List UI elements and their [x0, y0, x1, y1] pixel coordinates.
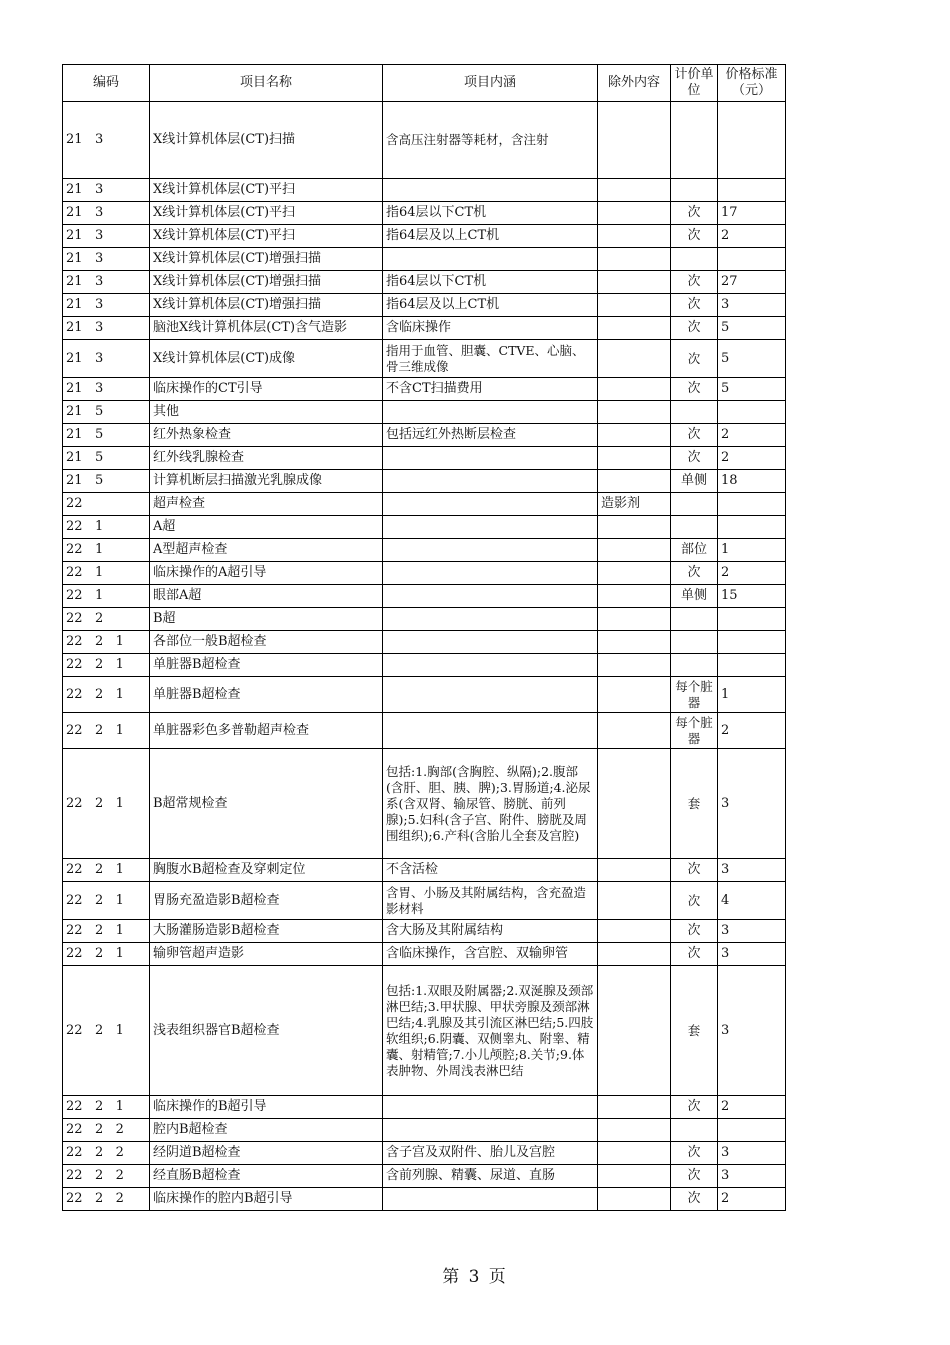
table-row	[63, 493, 786, 516]
cell-excluded	[598, 631, 671, 654]
cell-content	[383, 654, 598, 677]
cell-content: 不含CT扫描费用	[383, 378, 598, 401]
cell-price	[718, 631, 786, 654]
table-row	[63, 1142, 786, 1165]
table-row	[63, 713, 786, 749]
header-row	[63, 65, 786, 102]
cell-excluded	[598, 966, 671, 1096]
cell-name: 各部位一般B超检查	[150, 631, 383, 654]
cell-price: 17	[718, 202, 786, 225]
cell-code: 22 1	[63, 516, 150, 539]
cell-excluded	[598, 271, 671, 294]
cell-unit	[671, 654, 718, 677]
cell-code: 22 2 1	[63, 713, 150, 749]
cell-excluded	[598, 401, 671, 424]
cell-excluded	[598, 1142, 671, 1165]
cell-excluded	[598, 447, 671, 470]
cell-excluded	[598, 1188, 671, 1211]
table-row	[63, 882, 786, 920]
cell-unit	[671, 608, 718, 631]
cell-price: 15	[718, 585, 786, 608]
cell-excluded	[598, 882, 671, 920]
cell-excluded: 造影剂	[598, 493, 671, 516]
cell-content: 包括:1.双眼及附属器;2.双涎腺及颈部淋巴结;3.甲状腺、甲状旁腺及颈部淋巴结;4.乳腺及其引流区淋巴结;5.四肢软组织;6.阴囊、双侧睾丸、附睾、精囊、射精管;7.小儿颅腔;8.关节;9.体表肿物、外周浅表淋巴结	[383, 966, 598, 1096]
cell-code: 21 3	[63, 271, 150, 294]
table-row	[63, 294, 786, 317]
cell-content	[383, 516, 598, 539]
cell-name: X线计算机体层(CT)增强扫描	[150, 248, 383, 271]
table-row	[63, 585, 786, 608]
cell-price: 3	[718, 1165, 786, 1188]
cell-content: 包括远红外热断层检查	[383, 424, 598, 447]
cell-name: X线计算机体层(CT)增强扫描	[150, 271, 383, 294]
cell-name: X线计算机体层(CT)平扫	[150, 225, 383, 248]
cell-excluded	[598, 340, 671, 378]
cell-price: 1	[718, 677, 786, 713]
cell-code: 22 2 1	[63, 654, 150, 677]
cell-price: 3	[718, 294, 786, 317]
cell-code: 21 5	[63, 447, 150, 470]
cell-content	[383, 539, 598, 562]
table-row	[63, 749, 786, 859]
cell-content	[383, 447, 598, 470]
fee-table	[62, 64, 786, 1211]
cell-code: 22 2	[63, 608, 150, 631]
cell-content	[383, 401, 598, 424]
cell-name: X线计算机体层(CT)增强扫描	[150, 294, 383, 317]
cell-price	[718, 248, 786, 271]
cell-excluded	[598, 225, 671, 248]
cell-price: 3	[718, 859, 786, 882]
cell-excluded	[598, 424, 671, 447]
cell-code: 22 2 2	[63, 1188, 150, 1211]
cell-code: 21 3	[63, 102, 150, 179]
cell-price: 4	[718, 882, 786, 920]
cell-excluded	[598, 294, 671, 317]
cell-name: 胃肠充盈造影B超检查	[150, 882, 383, 920]
header-content: 项目内涵	[383, 65, 598, 102]
table-row	[63, 225, 786, 248]
cell-excluded	[598, 859, 671, 882]
cell-content: 含高压注射器等耗材，含注射	[383, 102, 598, 179]
cell-content	[383, 608, 598, 631]
cell-unit: 次	[671, 859, 718, 882]
table-row	[63, 401, 786, 424]
cell-price: 2	[718, 1188, 786, 1211]
cell-unit: 次	[671, 1142, 718, 1165]
cell-content	[383, 179, 598, 202]
cell-excluded	[598, 1096, 671, 1119]
cell-name: X线计算机体层(CT)平扫	[150, 202, 383, 225]
cell-unit: 次	[671, 920, 718, 943]
cell-content: 包括:1.胸部(含胸腔、纵隔);2.腹部(含肝、胆、胰、脾);3.胃肠道;4.泌尿系(含双肾、输尿管、膀胱、前列腺);5.妇科(含子宫、附件、膀胱及周围组织);6.产科(含胎儿全套及宫腔)	[383, 749, 598, 859]
table-row	[63, 943, 786, 966]
cell-code: 22 1	[63, 539, 150, 562]
cell-name: 红外热象检查	[150, 424, 383, 447]
table-row	[63, 202, 786, 225]
cell-unit: 次	[671, 1188, 718, 1211]
cell-excluded	[598, 102, 671, 179]
cell-price: 2	[718, 1096, 786, 1119]
cell-content: 含临床操作	[383, 317, 598, 340]
table-row	[63, 859, 786, 882]
cell-code: 22 2 1	[63, 943, 150, 966]
cell-name: 临床操作的腔内B超引导	[150, 1188, 383, 1211]
cell-price: 2	[718, 424, 786, 447]
cell-name: B超常规检查	[150, 749, 383, 859]
cell-price: 3	[718, 943, 786, 966]
cell-content	[383, 1119, 598, 1142]
cell-name: 临床操作的A超引导	[150, 562, 383, 585]
table-row	[63, 631, 786, 654]
cell-excluded	[598, 1165, 671, 1188]
cell-unit: 次	[671, 294, 718, 317]
cell-code: 21 3	[63, 294, 150, 317]
cell-price	[718, 516, 786, 539]
cell-content	[383, 631, 598, 654]
table-row	[63, 539, 786, 562]
cell-price	[718, 608, 786, 631]
cell-price: 2	[718, 713, 786, 749]
cell-content: 含前列腺、精囊、尿道、直肠	[383, 1165, 598, 1188]
cell-excluded	[598, 179, 671, 202]
cell-content: 指64层以下CT机	[383, 271, 598, 294]
table-row	[63, 271, 786, 294]
cell-excluded	[598, 749, 671, 859]
cell-unit: 次	[671, 340, 718, 378]
cell-name: 红外线乳腺检查	[150, 447, 383, 470]
cell-code: 22 1	[63, 585, 150, 608]
table-row	[63, 654, 786, 677]
table-row	[63, 1165, 786, 1188]
table-row	[63, 1119, 786, 1142]
cell-name: 脑池X线计算机体层(CT)含气造影	[150, 317, 383, 340]
cell-unit	[671, 102, 718, 179]
table-row	[63, 677, 786, 713]
cell-name: 单脏器B超检查	[150, 654, 383, 677]
cell-unit: 套	[671, 749, 718, 859]
cell-code: 21 3	[63, 202, 150, 225]
cell-code: 22 2 1	[63, 1096, 150, 1119]
cell-unit: 次	[671, 271, 718, 294]
cell-excluded	[598, 202, 671, 225]
cell-price	[718, 102, 786, 179]
cell-content	[383, 1096, 598, 1119]
cell-name: 单脏器B超检查	[150, 677, 383, 713]
cell-name: X线计算机体层(CT)平扫	[150, 179, 383, 202]
cell-code: 22 2 2	[63, 1119, 150, 1142]
cell-content	[383, 248, 598, 271]
table-row	[63, 966, 786, 1096]
cell-unit	[671, 179, 718, 202]
cell-price: 3	[718, 920, 786, 943]
cell-unit: 次	[671, 562, 718, 585]
cell-content	[383, 493, 598, 516]
cell-price: 2	[718, 225, 786, 248]
table-row	[63, 608, 786, 631]
cell-unit	[671, 1119, 718, 1142]
cell-content	[383, 1188, 598, 1211]
cell-content: 含子宫及双附件、胎儿及宫腔	[383, 1142, 598, 1165]
cell-unit: 次	[671, 202, 718, 225]
table-row	[63, 1188, 786, 1211]
table-row	[63, 516, 786, 539]
table-row	[63, 424, 786, 447]
table-row	[63, 248, 786, 271]
cell-excluded	[598, 516, 671, 539]
cell-excluded	[598, 539, 671, 562]
cell-name: X线计算机体层(CT)成像	[150, 340, 383, 378]
cell-unit: 套	[671, 966, 718, 1096]
cell-unit: 次	[671, 378, 718, 401]
cell-name: 临床操作的CT引导	[150, 378, 383, 401]
cell-unit: 次	[671, 943, 718, 966]
cell-excluded	[598, 608, 671, 631]
cell-code: 21 3	[63, 378, 150, 401]
table-row	[63, 179, 786, 202]
cell-unit: 部位	[671, 539, 718, 562]
cell-price: 2	[718, 562, 786, 585]
cell-name: 眼部A超	[150, 585, 383, 608]
cell-excluded	[598, 562, 671, 585]
cell-name: 输卵管超声造影	[150, 943, 383, 966]
cell-code: 21 5	[63, 424, 150, 447]
cell-price: 5	[718, 317, 786, 340]
cell-code: 22 2 1	[63, 966, 150, 1096]
cell-name: 胸腹水B超检查及穿刺定位	[150, 859, 383, 882]
cell-unit: 次	[671, 317, 718, 340]
cell-unit	[671, 401, 718, 424]
cell-content: 不含活检	[383, 859, 598, 882]
cell-name: B超	[150, 608, 383, 631]
cell-content	[383, 562, 598, 585]
table-row	[63, 340, 786, 378]
cell-code: 22 2 2	[63, 1142, 150, 1165]
cell-excluded	[598, 248, 671, 271]
cell-price	[718, 1119, 786, 1142]
cell-content	[383, 585, 598, 608]
cell-unit: 次	[671, 447, 718, 470]
cell-code: 21 3	[63, 340, 150, 378]
cell-unit: 次	[671, 882, 718, 920]
cell-code: 22 2 1	[63, 677, 150, 713]
cell-price: 1	[718, 539, 786, 562]
cell-price: 2	[718, 447, 786, 470]
table-row	[63, 102, 786, 179]
table-row	[63, 470, 786, 493]
table-row	[63, 920, 786, 943]
cell-content: 含胃、小肠及其附属结构，含充盈造影材料	[383, 882, 598, 920]
cell-code: 22 2 1	[63, 920, 150, 943]
cell-code: 22 2 1	[63, 859, 150, 882]
cell-name: 其他	[150, 401, 383, 424]
cell-unit: 单侧	[671, 585, 718, 608]
cell-name: A超	[150, 516, 383, 539]
cell-code: 21 3	[63, 248, 150, 271]
cell-name: 大肠灌肠造影B超检查	[150, 920, 383, 943]
cell-excluded	[598, 378, 671, 401]
header-excluded: 除外内容	[598, 65, 671, 102]
header-name: 项目名称	[150, 65, 383, 102]
cell-name: 浅表组织器官B超检查	[150, 966, 383, 1096]
cell-excluded	[598, 585, 671, 608]
table-row	[63, 317, 786, 340]
table-row	[63, 447, 786, 470]
cell-content: 指64层以下CT机	[383, 202, 598, 225]
cell-name: 经阴道B超检查	[150, 1142, 383, 1165]
table-row	[63, 1096, 786, 1119]
cell-price	[718, 493, 786, 516]
cell-code: 22 1	[63, 562, 150, 585]
cell-name: A型超声检查	[150, 539, 383, 562]
cell-content: 指用于血管、胆囊、CTVE、心脑、骨三维成像	[383, 340, 598, 378]
cell-code: 21 3	[63, 179, 150, 202]
cell-name: X线计算机体层(CT)扫描	[150, 102, 383, 179]
cell-price	[718, 654, 786, 677]
cell-excluded	[598, 654, 671, 677]
cell-unit: 每个脏器	[671, 713, 718, 749]
cell-content: 指64层及以上CT机	[383, 294, 598, 317]
cell-code: 21 5	[63, 401, 150, 424]
cell-unit	[671, 631, 718, 654]
cell-code: 22 2 1	[63, 749, 150, 859]
cell-excluded	[598, 677, 671, 713]
cell-price: 3	[718, 966, 786, 1096]
cell-excluded	[598, 317, 671, 340]
cell-name: 临床操作的B超引导	[150, 1096, 383, 1119]
cell-name: 腔内B超检查	[150, 1119, 383, 1142]
cell-excluded	[598, 713, 671, 749]
cell-content: 指64层及以上CT机	[383, 225, 598, 248]
cell-unit	[671, 516, 718, 539]
cell-price: 5	[718, 340, 786, 378]
cell-content: 含临床操作，含宫腔、双输卵管	[383, 943, 598, 966]
cell-content	[383, 470, 598, 493]
cell-content	[383, 677, 598, 713]
cell-code: 22 2 1	[63, 631, 150, 654]
cell-content: 含大肠及其附属结构	[383, 920, 598, 943]
cell-code: 22 2 2	[63, 1165, 150, 1188]
cell-excluded	[598, 470, 671, 493]
cell-name: 超声检查	[150, 493, 383, 516]
cell-unit	[671, 248, 718, 271]
cell-unit: 单侧	[671, 470, 718, 493]
table-row	[63, 378, 786, 401]
cell-unit: 次	[671, 225, 718, 248]
cell-code: 21 5	[63, 470, 150, 493]
cell-unit: 次	[671, 424, 718, 447]
cell-code: 21 3	[63, 317, 150, 340]
header-unit: 计价单位	[671, 65, 718, 102]
cell-price: 18	[718, 470, 786, 493]
cell-excluded	[598, 943, 671, 966]
cell-name: 单脏器彩色多普勒超声检查	[150, 713, 383, 749]
cell-unit	[671, 493, 718, 516]
header-code: 编码	[63, 65, 150, 102]
cell-excluded	[598, 920, 671, 943]
cell-price	[718, 401, 786, 424]
cell-price: 3	[718, 749, 786, 859]
cell-price: 5	[718, 378, 786, 401]
cell-name: 经直肠B超检查	[150, 1165, 383, 1188]
cell-unit: 每个脏器	[671, 677, 718, 713]
cell-unit: 次	[671, 1096, 718, 1119]
header-price: 价格标准（元）	[718, 65, 786, 102]
cell-code: 21 3	[63, 225, 150, 248]
cell-code: 22 2 1	[63, 882, 150, 920]
page-number: 第 3 页	[442, 1267, 508, 1287]
table-row	[63, 562, 786, 585]
cell-excluded	[598, 1119, 671, 1142]
cell-price: 3	[718, 1142, 786, 1165]
cell-content	[383, 713, 598, 749]
cell-price: 27	[718, 271, 786, 294]
cell-name: 计算机断层扫描激光乳腺成像	[150, 470, 383, 493]
cell-price	[718, 179, 786, 202]
cell-code: 22	[63, 493, 150, 516]
table-body	[63, 102, 786, 1211]
cell-unit: 次	[671, 1165, 718, 1188]
